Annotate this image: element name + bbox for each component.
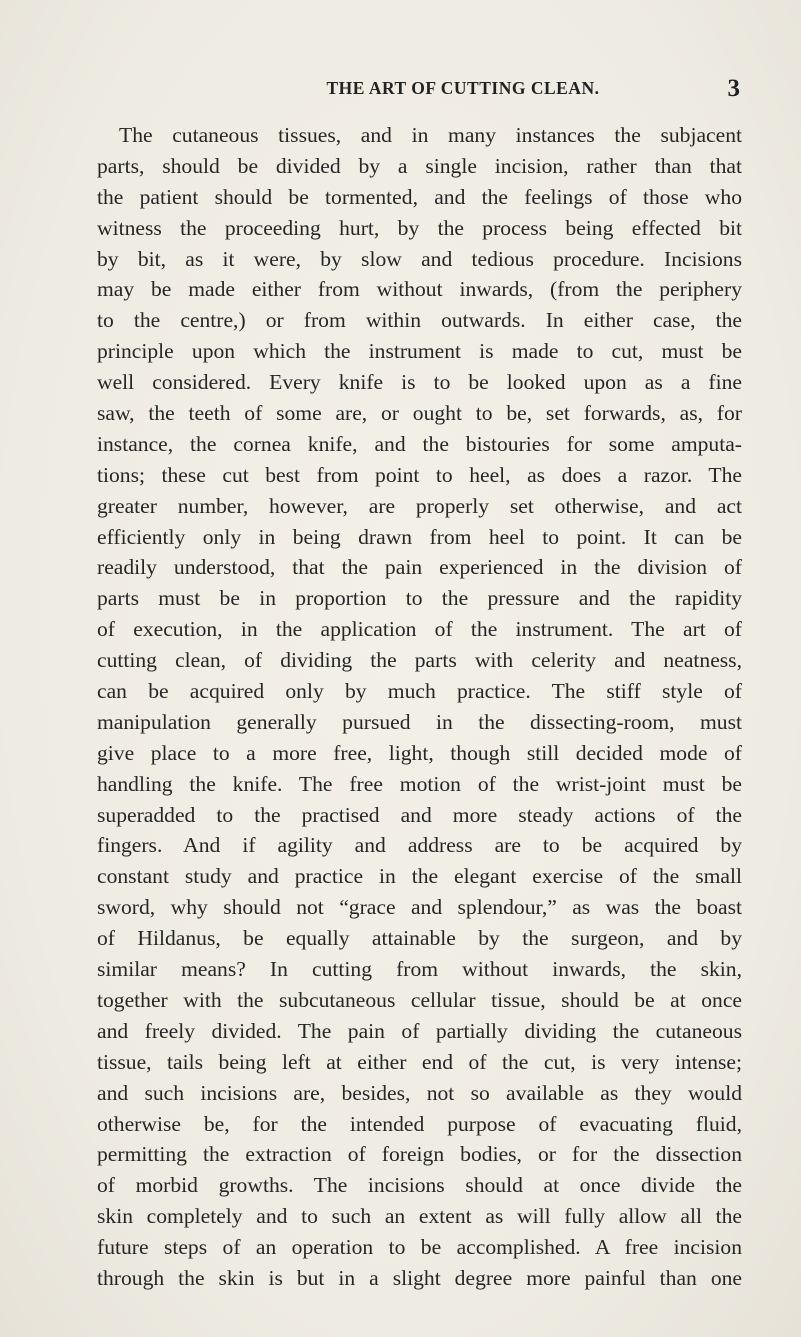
text-line: tions; these cut best from point to heel, as does a razor. The [97,462,742,487]
text-line: skin completely and to such an extent as will fully allow all the [97,1204,742,1229]
page-number: 3 [727,75,740,102]
text-line: permitting the extraction of foreign bodies, or for the dissection [97,1142,742,1167]
text-line: instance, the cornea knife, and the bistouries for some amputa- [97,431,742,456]
text-line: principle upon which the instrument is made to cut, must be [97,339,742,364]
text-line: sword, why should not “grace and splendour,” as was the boast [97,895,742,920]
text-line: handling the knife. The free motion of the wrist-joint must be [97,771,742,796]
text-line: parts, should be divided by a single incision, rather than that [97,153,742,178]
text-line: fingers. And if agility and address are to be acquired by [97,833,742,858]
text-line: similar means? In cutting from without inwards, the skin, [97,957,742,982]
text-line: otherwise be, for the intended purpose of evacuating fluid, [97,1111,742,1136]
text-line: future steps of an operation to be accomplished. A free incision [97,1235,742,1260]
text-line: saw, the teeth of some are, or ought to be, set forwards, as, for [97,401,742,426]
text-line: give place to a more free, light, though still decided mode of [97,740,742,765]
running-head [126,75,740,106]
text-line: of Hildanus, be equally attainable by the surgeon, and by [97,926,742,951]
text-line: witness the proceeding hurt, by the process being effected bit [97,215,742,240]
text-line: parts must be in proportion to the pressure and the rapidity [97,586,742,611]
text-line: and such incisions are, besides, not so available as they would [97,1080,742,1105]
body-text [97,120,742,1294]
running-head-title: THE ART OF CUTTING CLEAN. [326,78,600,98]
text-line: may be made either from without inwards, (from the periphery [97,277,742,302]
text-line: the patient should be tormented, and the feelings of those who [97,184,742,209]
text-line: well considered. Every knife is to be looked upon as a fine [97,370,742,395]
text-line: constant study and practice in the elegant exercise of the small [97,864,742,889]
text-line: through the skin is but in a slight degree more painful than one [97,1265,742,1290]
text-line: of execution, in the application of the instrument. The art of [97,617,742,642]
text-line: cutting clean, of dividing the parts with celerity and neatness, [97,648,742,673]
text-line: The cutaneous tissues, and in many instances the subjacent [119,123,742,147]
text-line: and freely divided. The pain of partially dividing the cutaneous [97,1018,742,1043]
text-line: can be acquired only by much practice. The stiff style of [97,679,742,704]
text-line: efficiently only in being drawn from heel to point. It can be [97,524,742,549]
text-line: to the centre,) or from within outwards. In either case, the [97,308,742,333]
text-line: manipulation generally pursued in the dissecting-room, must [97,709,742,734]
text-line: readily understood, that the pain experienced in the division of [97,555,742,580]
text-line: together with the subcutaneous cellular tissue, should be at once [97,987,742,1012]
text-line: greater number, however, are properly set otherwise, and act [97,493,742,518]
text-line: by bit, as it were, by slow and tedious procedure. Incisions [97,246,742,271]
text-line: superadded to the practised and more steady actions of the [97,802,742,827]
text-line: tissue, tails being left at either end of the cut, is very intense; [97,1049,742,1074]
text-line: of morbid growths. The incisions should at once divide the [97,1173,742,1198]
